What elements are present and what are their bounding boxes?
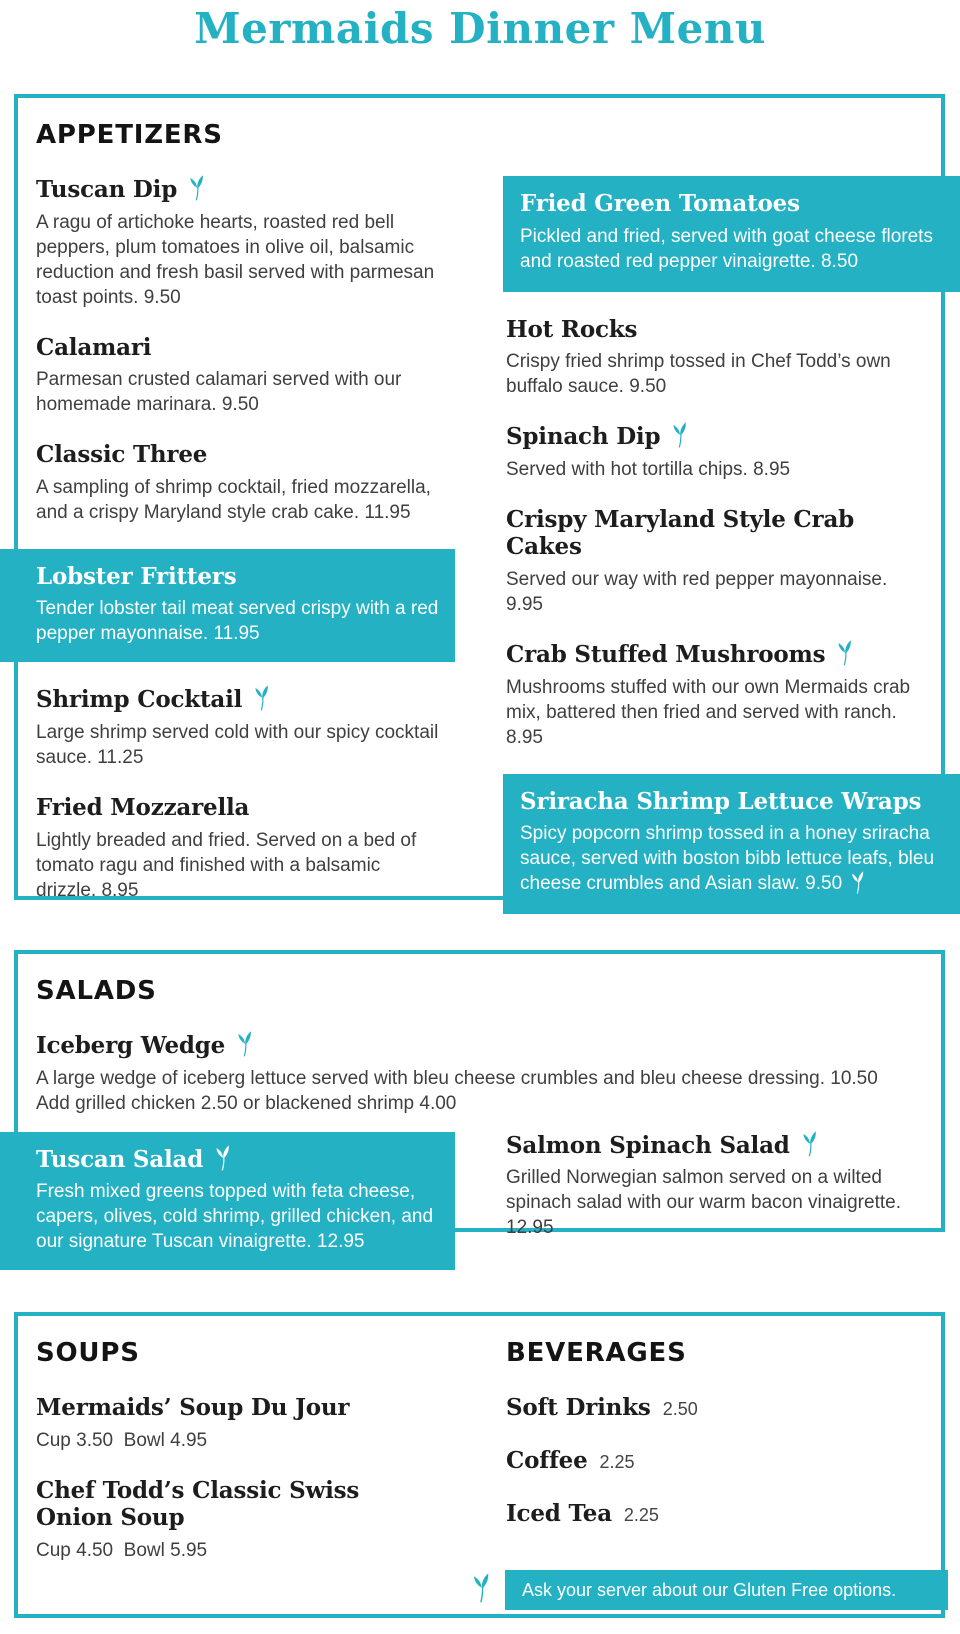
item-name (36, 441, 440, 469)
item-name-text: Spinach Dip (506, 423, 661, 451)
appetizers-heading: APPETIZERS (36, 120, 223, 150)
item-description: Lightly breaded and fried. Served on a bed of tomato ragu and finished with a balsamic drizzle. 8.95 (36, 829, 417, 901)
beverages-heading: BEVERAGES (506, 1338, 687, 1368)
item-name (506, 1132, 923, 1160)
item-name (36, 334, 440, 362)
menu-item-salmon-spinach-salad (506, 1132, 923, 1241)
item-name-text: Sriracha Shrimp Lettuce Wraps (520, 787, 922, 815)
item-name (36, 794, 440, 822)
item-price: 2.25 (623, 1505, 659, 1525)
appetizers-content (18, 98, 941, 938)
item-name (36, 1146, 441, 1174)
item-name (36, 1394, 440, 1422)
item-description: Crispy fried shrimp tossed in Chef Todd’s own buffalo sauce. 9.50 (506, 351, 891, 398)
item-name (36, 686, 440, 714)
menu-item-coffee (506, 1447, 923, 1474)
gluten-free-icon (800, 1131, 819, 1157)
salads-content (18, 954, 941, 1294)
salads-columns (36, 1132, 923, 1295)
menu-item-crab-stuffed-mushrooms (506, 641, 923, 750)
gluten-free-icon (835, 640, 854, 666)
menu-item-shrimp-cocktail (36, 686, 440, 770)
item-name-text: Soft Drinks (506, 1394, 651, 1421)
item-name-text: Tuscan Salad (36, 1145, 204, 1173)
menu-item-lobster-fritters-highlighted (0, 549, 455, 663)
menu-item-classic-three (36, 441, 440, 525)
item-name-text: Tuscan Dip (36, 176, 178, 203)
menu-item-fried-green-tomatoes-highlighted (503, 176, 960, 292)
gluten-free-icon (252, 685, 271, 711)
item-description: Served with hot tortilla chips. 8.95 (506, 458, 791, 480)
item-name-text: Fried Mozzarella (36, 793, 250, 821)
item-description: Mushrooms stuffed with our own Mermaids crab mix, battered then fried and served with ranch. 8.95 (506, 676, 911, 748)
item-description (520, 821, 940, 896)
item-description: Served our way with red pepper mayonnaise. 9.95 (506, 568, 888, 615)
item-description: Parmesan crusted calamari served with our homemade marinara. 9.50 (36, 369, 402, 416)
item-name (36, 176, 440, 204)
item-name (520, 788, 940, 816)
item-price: 2.25 (599, 1452, 635, 1472)
item-name-text: Mermaids’ Soup Du Jour (36, 1394, 350, 1421)
menu-item-iceberg-wedge (36, 1032, 923, 1116)
menu-item-sriracha-wraps-highlighted (503, 774, 960, 915)
appetizers-right-column (506, 176, 935, 938)
item-name-text: Coffee (506, 1447, 588, 1474)
section-soups-beverages (14, 1312, 945, 1618)
item-name (36, 1032, 923, 1060)
item-name (506, 506, 923, 561)
item-prices: Cup 4.50 Bowl 5.95 (36, 1539, 208, 1561)
soups-beverages-content (18, 1316, 941, 1587)
menu-item-iced-tea (506, 1500, 923, 1527)
menu-item-tuscan-salad-highlighted (0, 1132, 455, 1271)
item-name-text: Classic Three (36, 441, 208, 469)
item-price: 2.50 (662, 1399, 698, 1419)
menu-item-spinach-dip (506, 423, 923, 482)
section-salads (14, 950, 945, 1253)
item-description-text: Spicy popcorn shrimp tossed in a honey sriracha sauce, served with boston bibb lettuce leafs, bleu cheese crumbles and Asian slaw. 9.50 (520, 823, 935, 895)
soups-column (36, 1332, 440, 1587)
menu-item-soft-drinks (506, 1394, 923, 1421)
item-name-text: Lobster Fritters (36, 562, 237, 590)
menu-item-crab-cakes (506, 506, 923, 617)
menu-item-tuscan-dip (36, 176, 440, 310)
gluten-free-icon (187, 175, 206, 201)
item-name-text: Iced Tea (506, 1500, 612, 1527)
menu-item-soup-du-jour (36, 1394, 440, 1453)
menu-item-calamari (36, 334, 440, 418)
item-name (36, 1477, 440, 1532)
item-name-text: Chef Todd’s Classic Swiss Onion Soup (36, 1476, 360, 1532)
gluten-free-banner: Ask your server about our Gluten Free options. (505, 1570, 948, 1610)
item-description: A sampling of shrimp cocktail, fried mozzarella, and a crispy Maryland style crab cake. 11.95 (36, 476, 431, 523)
soups-heading: SOUPS (36, 1338, 140, 1368)
item-name (36, 563, 441, 591)
item-name-text: Calamari (36, 333, 152, 361)
menu-item-swiss-onion-soup (36, 1477, 440, 1563)
gluten-free-icon (235, 1031, 254, 1057)
gluten-free-icon (849, 871, 866, 894)
item-name (506, 316, 923, 344)
item-description: Fresh mixed greens topped with feta cheese, capers, olives, cold shrimp, grilled chicken, and our signature Tuscan vinaigrette. 12.95 (36, 1181, 434, 1253)
gluten-free-icon (470, 1573, 492, 1603)
appetizers-columns (36, 176, 935, 938)
item-name (506, 423, 923, 451)
item-addon-line: Add grilled chicken 2.50 or blackened shrimp 4.00 (36, 1092, 457, 1114)
item-name-text: Crispy Maryland Style Crab Cakes (506, 505, 855, 561)
item-name-text: Crab Stuffed Mushrooms (506, 640, 826, 668)
item-name (520, 190, 940, 218)
gluten-free-icon (670, 422, 689, 448)
item-description: A ragu of artichoke hearts, roasted red bell peppers, plum tomatoes in olive oil, balsamic reduction and fresh basil served with parmesan toast points. 9.50 (36, 211, 435, 308)
soups-beverages-columns (36, 1332, 923, 1587)
item-description: Pickled and fried, served with goat cheese florets and roasted red pepper vinaigrette. 8.50 (520, 225, 933, 272)
item-description: A large wedge of iceberg lettuce served with bleu cheese crumbles and bleu cheese dressing. 10.50 (36, 1067, 878, 1089)
gluten-free-icon (213, 1145, 232, 1171)
section-appetizers (14, 94, 945, 900)
menu-item-hot-rocks (506, 316, 923, 400)
beverages-column (506, 1332, 923, 1553)
menu-item-fried-mozzarella (36, 794, 440, 903)
item-name-text: Salmon Spinach Salad (506, 1131, 790, 1159)
salads-right-column (506, 1132, 923, 1265)
item-description: Grilled Norwegian salmon served on a wilted spinach salad with our warm bacon vinaigrette. 12.95 (506, 1167, 901, 1239)
item-description: Tender lobster tail meat served crispy with a red pepper mayonnaise. 11.95 (36, 598, 439, 645)
item-name-text: Fried Green Tomatoes (520, 190, 800, 217)
appetizers-left-column (36, 176, 440, 927)
item-name-text: Shrimp Cocktail (36, 686, 243, 714)
item-name (506, 641, 923, 669)
item-description: Large shrimp served cold with our spicy cocktail sauce. 11.25 (36, 721, 439, 768)
salads-left-column (36, 1132, 440, 1295)
page-title: Mermaids Dinner Menu (194, 4, 766, 53)
salads-heading: SALADS (36, 976, 157, 1006)
item-name-text: Hot Rocks (506, 315, 638, 343)
item-name-text: Iceberg Wedge (36, 1032, 226, 1059)
item-prices: Cup 3.50 Bowl 4.95 (36, 1429, 208, 1451)
